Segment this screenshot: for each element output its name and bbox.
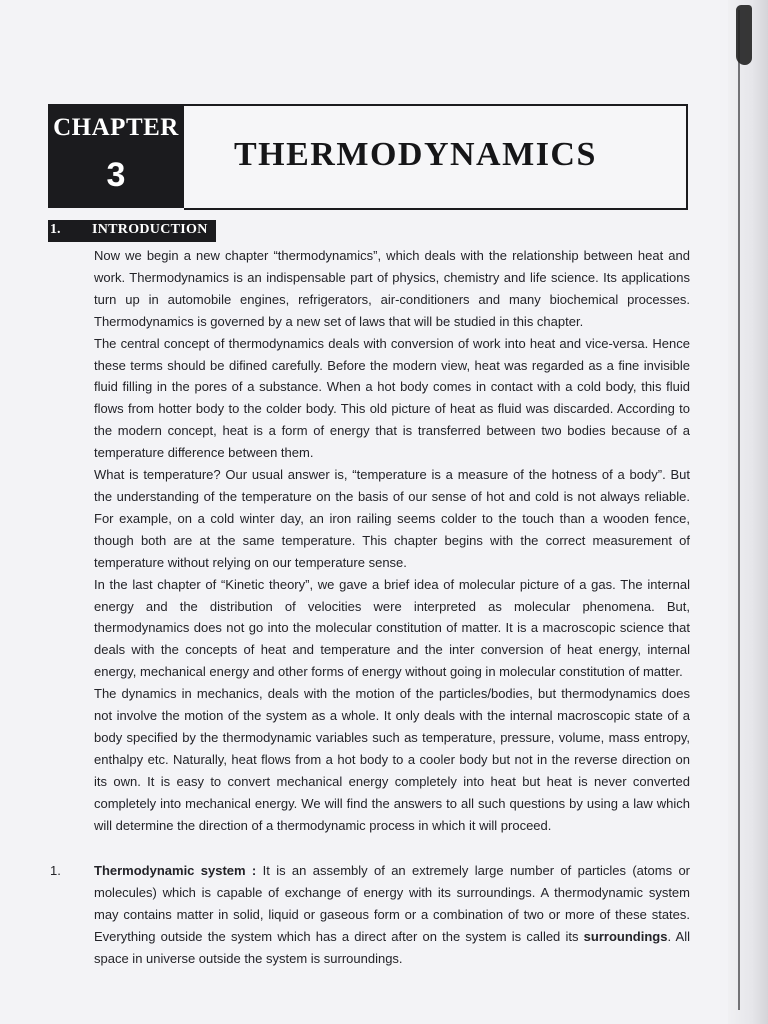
section-title: INTRODUCTION bbox=[92, 222, 208, 237]
scan-edge-mark bbox=[736, 5, 752, 65]
paragraph-3: What is temperature? Our usual answer is, “temperature is a measure of the hotness of a body”. But the understanding of the temperature on the basis of our sense of hot and cold is not always reliable. For example, on a cold winter day, an iron railing seems colder to the touch than a wooden fence, though both are at the same temperature. This chapter begins with the correct measurement of temperature without relying on our temperature sense. bbox=[94, 467, 690, 570]
chapter-label-block bbox=[48, 104, 184, 208]
chapter-word: CHAPTER bbox=[53, 114, 179, 141]
binding-edge-line bbox=[738, 10, 740, 1010]
paragraph-4: In the last chapter of “Kinetic theory”, we gave a brief idea of molecular picture of a gas. The internal energy and the distribution of velocities were interpreted as molecular phenomena. But, thermodynamics does not go into the molecular constitution of matter. It is a macroscopic science that deals with the concepts of heat and temperature and the inter conversion of heat energy, internal energy, mechanical energy and other forms of energy without going in molecular constitution of matter. bbox=[94, 576, 690, 680]
chapter-header bbox=[48, 104, 690, 210]
item-definition-2: . All space in universe outside the system is surroundings. bbox=[94, 928, 690, 966]
item-term-surroundings: surroundings bbox=[583, 928, 668, 944]
chapter-title: THERMODYNAMICS bbox=[234, 136, 597, 173]
item-text bbox=[94, 860, 690, 970]
chapter-number: 3 bbox=[106, 156, 126, 194]
paragraph-2: The central concept of thermodynamics deals with conversion of work into heat and vice-versa. Hence these terms should be difined carefully. Before the modern view, heat was regarded as a fine invisible fluid filling in the pores of a substance. When a hot body comes in contact with a cold body, this fluid flows from hotter body to the colder body. This old picture of heat as fluid was discarded. According to the modern concept, heat is a form of energy that is transferred between two bodies because of a temperature difference between them. bbox=[94, 335, 690, 461]
item-number: 1. bbox=[50, 863, 61, 878]
paragraph-5: The dynamics in mechanics, deals with the motion of the particles/bodies, but thermodynamics does not involve the motion of the system as a whole. It only deals with the internal macroscopic state of a body specified by the thermodynamic variables such as temperature, pressure, volume, mass entropy, enthalpy etc. Naturally, heat flows from a hot body to a cooler body but not in the reverse direction on its own. It is easy to convert mechanical energy completely into heat but heat is never converted completely into mechanical energy. We will find the answers to all such questions by using a law which will determine the direction of a thermodynamic process in which it will proceed. bbox=[94, 686, 690, 833]
chapter-title-box bbox=[184, 104, 688, 210]
paragraph-1: Now we begin a new chapter “thermodynamics”, which deals with the relationship between heat and work. Thermodynamics is an indispensable part of physics, chemistry and life science. Its applications turn up in automobile engines, refrigerators, air-conditioners and many biochemical processes. Thermodynamics is governed by a new set of laws that will be studied in this chapter. bbox=[94, 248, 690, 329]
page-edge-shadow bbox=[728, 0, 768, 1024]
section-heading bbox=[48, 220, 216, 242]
intro-body bbox=[94, 245, 690, 836]
item-definition: It is an assembly of an extremely large number of particles (atoms or molecules) which is capable of exchange of energy with its surroundings. A thermodynamic system may contains matter in solid, liquid or gaseous form or a combination of two or more of these states. Everything outside the system which has a direct after on the system is called its bbox=[94, 863, 690, 944]
section-number: 1. bbox=[50, 222, 61, 237]
item-term: Thermodynamic system : bbox=[94, 863, 257, 878]
